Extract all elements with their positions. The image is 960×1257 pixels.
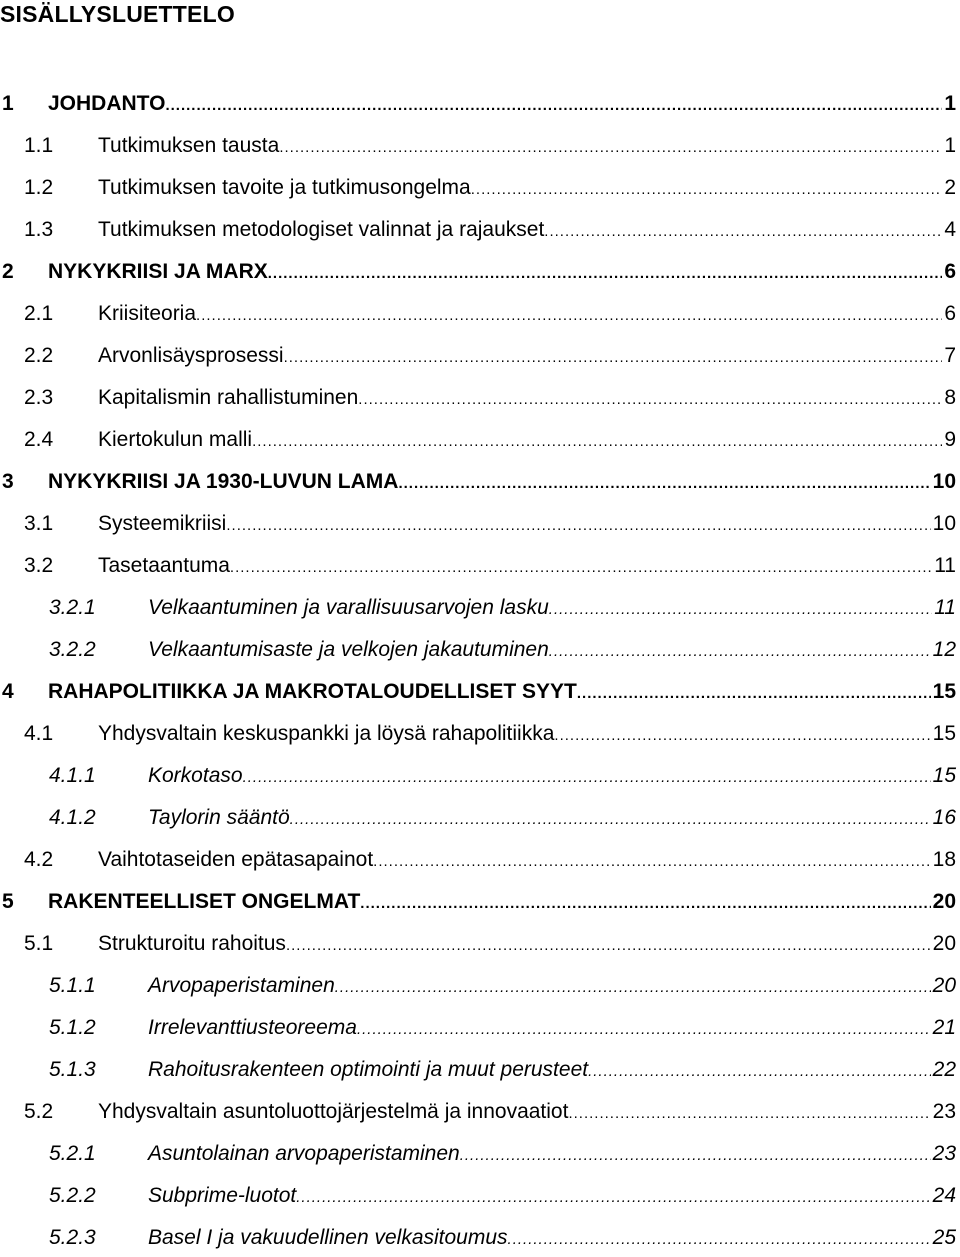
toc-entry-page: 24 <box>932 1184 956 1207</box>
toc-entry-label: NYKYKRIISI JA MARX <box>48 257 268 287</box>
toc-entry-number: 2.4 <box>24 428 54 451</box>
toc-entry-page: 15 <box>932 722 956 745</box>
toc-entry-number: 5.1.3 <box>49 1058 96 1081</box>
toc-entry-label: Basel I ja vakuudellinen velkasitoumus <box>148 1223 508 1253</box>
dot-leader <box>226 511 930 541</box>
toc-entry[interactable] <box>0 467 956 497</box>
toc-entry[interactable] <box>0 257 956 287</box>
toc-entry[interactable] <box>0 593 956 623</box>
toc-entry-number: 1.1 <box>24 134 54 157</box>
toc-entry-number: 5.1.1 <box>49 974 96 997</box>
toc-entry-page: 12 <box>932 638 956 661</box>
dot-leader <box>290 805 931 835</box>
toc-entry-page: 6 <box>944 302 956 325</box>
toc-entry-page: 20 <box>932 890 956 913</box>
toc-entry-label: Subprime-luotot <box>148 1181 296 1211</box>
toc-entry-number: 4.1.1 <box>49 764 96 787</box>
dot-leader <box>268 259 943 289</box>
dot-leader <box>471 175 943 205</box>
toc-entry-number: 5.1 <box>24 932 54 955</box>
dot-leader <box>577 679 931 709</box>
toc-entry-label: Yhdysvaltain asuntoluottojärjestelmä ja innovaatiot <box>98 1097 568 1127</box>
toc-entry-number: 1.3 <box>24 218 54 241</box>
toc-entry[interactable] <box>0 425 956 455</box>
toc-entry[interactable] <box>0 761 956 791</box>
dot-leader <box>286 931 931 961</box>
dot-leader <box>196 301 942 331</box>
toc-entry-page: 10 <box>932 470 956 493</box>
dot-leader <box>460 1141 931 1171</box>
toc-entry-number: 5.2.2 <box>49 1184 96 1207</box>
toc-entry[interactable] <box>0 383 956 413</box>
toc-entry[interactable] <box>0 845 956 875</box>
toc-entry-number: 1.2 <box>24 176 54 199</box>
toc-entry-page: 23 <box>932 1100 956 1123</box>
toc-entry-label: RAKENTEELLISET ONGELMAT <box>48 887 360 917</box>
dot-leader <box>358 385 942 415</box>
toc-entry-label: Tutkimuksen tausta <box>98 131 279 161</box>
toc-entry-label: Yhdysvaltain keskuspankki ja löysä rahapolitiikka <box>98 719 554 749</box>
page-title: SISÄLLYSLUETTELO <box>0 1 235 27</box>
toc-entry-page: 21 <box>932 1016 956 1039</box>
toc-entry-number: 4 <box>2 680 14 703</box>
toc-entry[interactable] <box>0 677 956 707</box>
dot-leader <box>544 217 942 247</box>
toc-entry-label: Tutkimuksen metodologiset valinnat ja rajaukset <box>98 215 544 245</box>
toc-entry[interactable] <box>0 299 956 329</box>
toc-entry-label: Korkotaso <box>148 761 243 791</box>
dot-leader <box>554 721 930 751</box>
toc-entry-label: Arvopaperistaminen <box>148 971 335 1001</box>
dot-leader <box>508 1225 931 1255</box>
toc-entry-number: 2 <box>2 260 14 283</box>
toc-entry-page: 4 <box>944 218 956 241</box>
toc-entry-label: Arvonlisäysprosessi <box>98 341 284 371</box>
toc-entry-page: 20 <box>932 932 956 955</box>
toc-entry-page: 11 <box>934 554 956 577</box>
toc-entry[interactable] <box>0 215 956 245</box>
toc-entry[interactable] <box>0 803 956 833</box>
toc-entry-number: 2.1 <box>24 302 54 325</box>
toc-entry-number: 5.2 <box>24 1100 54 1123</box>
toc-entry-label: Taylorin sääntö <box>148 803 290 833</box>
toc-entry[interactable] <box>0 1097 956 1127</box>
dot-leader <box>252 427 942 457</box>
toc-entry-number: 3 <box>2 470 14 493</box>
toc-entry[interactable] <box>0 341 956 371</box>
dot-leader <box>357 1015 931 1045</box>
toc-entry-label: Kriisiteoria <box>98 299 196 329</box>
dot-leader <box>284 343 943 373</box>
toc-entry-number: 5.2.3 <box>49 1226 96 1249</box>
toc-entry-number: 1 <box>2 92 14 115</box>
toc-entry-number: 3.1 <box>24 512 54 535</box>
dot-leader <box>549 595 932 625</box>
toc-entry[interactable] <box>0 131 956 161</box>
toc-entry-page: 9 <box>944 428 956 451</box>
toc-entry-page: 6 <box>944 260 956 283</box>
toc-entry-number: 3.2.2 <box>49 638 96 661</box>
toc-entry[interactable] <box>0 635 956 665</box>
toc-entry-label: JOHDANTO <box>48 89 165 119</box>
toc-entry-page: 23 <box>932 1142 956 1165</box>
toc-entry-page: 16 <box>932 806 956 829</box>
toc-entry-page: 2 <box>944 176 956 199</box>
toc-entry-label: Rahoitusrakenteen optimointi ja muut perusteet <box>148 1055 588 1085</box>
toc-entry-number: 2.2 <box>24 344 54 367</box>
toc-entry-label: Tasetaantuma <box>98 551 230 581</box>
dot-leader <box>230 553 932 583</box>
toc-entry-label: NYKYKRIISI JA 1930-LUVUN LAMA <box>48 467 398 497</box>
toc-entry-label: Strukturoitu rahoitus <box>98 929 286 959</box>
toc-entry[interactable] <box>0 1139 956 1169</box>
toc-entry-page: 8 <box>944 386 956 409</box>
toc-entry[interactable] <box>0 551 956 581</box>
toc-entry-number: 4.1 <box>24 722 54 745</box>
toc-entry-page: 1 <box>944 92 956 115</box>
toc-entry-page: 22 <box>932 1058 956 1081</box>
dot-leader <box>398 469 930 499</box>
toc-entry-page: 18 <box>932 848 956 871</box>
toc-entry[interactable] <box>0 1013 956 1043</box>
toc-entry-page: 11 <box>934 596 956 619</box>
toc-entry-label: Systeemikriisi <box>98 509 226 539</box>
dot-leader <box>588 1057 931 1087</box>
toc-entry-number: 3.2 <box>24 554 54 577</box>
toc-entry[interactable] <box>0 1223 956 1253</box>
toc-entry-page: 20 <box>932 974 956 997</box>
toc-entry-page: 25 <box>932 1226 956 1249</box>
toc-entry-label: Kapitalismin rahallistuminen <box>98 383 358 413</box>
toc-entry-number: 3.2.1 <box>49 596 96 619</box>
toc-entry-page: 15 <box>932 680 956 703</box>
toc-entry-label: Tutkimuksen tavoite ja tutkimusongelma <box>98 173 471 203</box>
toc-entry-number: 4.1.2 <box>49 806 96 829</box>
toc-entry-page: 15 <box>932 764 956 787</box>
dot-leader <box>279 133 942 163</box>
toc-entry-label: Kiertokulun malli <box>98 425 252 455</box>
toc-entry-label: Asuntolainan arvopaperistaminen <box>148 1139 460 1169</box>
toc-entry[interactable] <box>0 719 956 749</box>
dot-leader <box>568 1099 930 1129</box>
dot-leader <box>360 889 930 919</box>
toc-entry-label: RAHAPOLITIIKKA JA MAKROTALOUDELLISET SYYT <box>48 677 577 707</box>
dot-leader <box>373 847 930 877</box>
toc-entry-page: 1 <box>944 134 956 157</box>
toc-entry[interactable] <box>0 887 956 917</box>
dot-leader <box>549 637 931 667</box>
toc-entry[interactable] <box>0 509 956 539</box>
dot-leader <box>165 91 942 121</box>
toc-entry[interactable] <box>0 971 956 1001</box>
toc-entry-page: 10 <box>932 512 956 535</box>
toc-entry[interactable] <box>0 173 956 203</box>
toc-entry-label: Irrelevanttiusteoreema <box>148 1013 357 1043</box>
toc-entry-number: 4.2 <box>24 848 54 871</box>
toc-entry-number: 5.1.2 <box>49 1016 96 1039</box>
toc-entry-number: 5.2.1 <box>49 1142 96 1165</box>
toc-entry-label: Velkaantumisaste ja velkojen jakautuminen <box>148 635 549 665</box>
toc-entry-page: 7 <box>944 344 956 367</box>
toc-entry-label: Vaihtotaseiden epätasapainot <box>98 845 373 875</box>
dot-leader <box>243 763 931 793</box>
dot-leader <box>296 1183 930 1213</box>
toc-entry[interactable] <box>0 929 956 959</box>
toc-entry-number: 2.3 <box>24 386 54 409</box>
toc-entry[interactable] <box>0 1181 956 1211</box>
toc-entry[interactable] <box>0 89 956 119</box>
toc-entry-label: Velkaantuminen ja varallisuusarvojen lasku <box>148 593 549 623</box>
toc-entry[interactable] <box>0 1055 956 1085</box>
dot-leader <box>335 973 931 1003</box>
toc-entry-number: 5 <box>2 890 14 913</box>
